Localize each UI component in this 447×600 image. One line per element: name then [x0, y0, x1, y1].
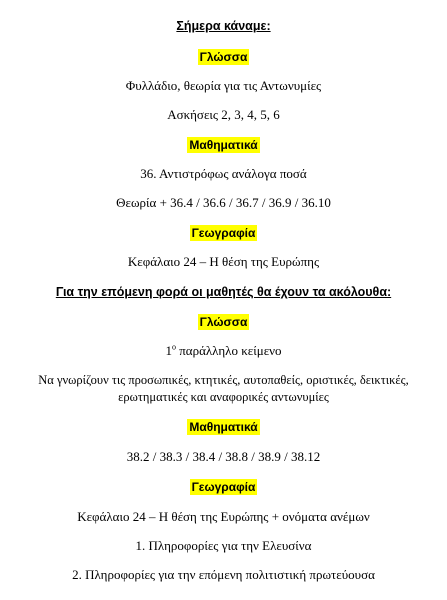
today-math-line-2: Θεωρία + 36.4 / 36.6 / 36.7 / 36.9 / 36.10	[116, 195, 331, 210]
next-language-parallel-text: $1^o$ παράλληλο κείμενο	[165, 342, 282, 358]
today-language-title: Γλώσσα	[199, 50, 248, 64]
today-language-line-2: Ασκήσεις 2, 3, 4, 5, 6	[167, 107, 280, 122]
next-language-line-1: Να γνωρίζουν τις προσωπικές, κτητικές, αυτοπαθείς, οριστικές, δεικτικές,	[38, 373, 409, 387]
next-geography-title: Γεωγραφία	[191, 480, 256, 494]
today-heading: Σήμερα κάναμε:	[176, 19, 271, 33]
next-language-title: Γλώσσα	[199, 315, 248, 329]
today-math-line-1: 36. Αντιστρόφως ανάλογα ποσά	[140, 166, 307, 181]
next-math-title: Μαθηματικά	[189, 420, 258, 434]
next-geography-line-1: Κεφάλαιο 24 – Η θέση της Ευρώπης + ονόματα ανέμων	[77, 509, 370, 524]
next-language-line-2: ερωτηματικές και αναφορικές αντωνυμίες	[118, 390, 329, 404]
next-geography-line-2: 1. Πληροφορίες για την Ελευσίνα	[135, 538, 312, 553]
today-geography-title: Γεωγραφία	[191, 226, 256, 240]
today-language-line-1: Φυλλάδιο, θεωρία για τις Αντωνυμίες	[125, 78, 322, 93]
next-heading: Για την επόμενη φορά οι μαθητές θα έχουν τα ακόλουθα:	[55, 285, 392, 299]
today-math-title: Μαθηματικά	[189, 138, 258, 152]
next-math-line-1: 38.2 / 38.3 / 38.4 / 38.8 / 38.9 / 38.12	[126, 449, 321, 464]
today-geography-line-1: Κεφάλαιο 24 – Η θέση της Ευρώπης	[127, 254, 320, 269]
next-geography-line-3: 2. Πληροφορίες για την επόμενη πολιτιστική πρωτεύουσα	[72, 567, 375, 582]
